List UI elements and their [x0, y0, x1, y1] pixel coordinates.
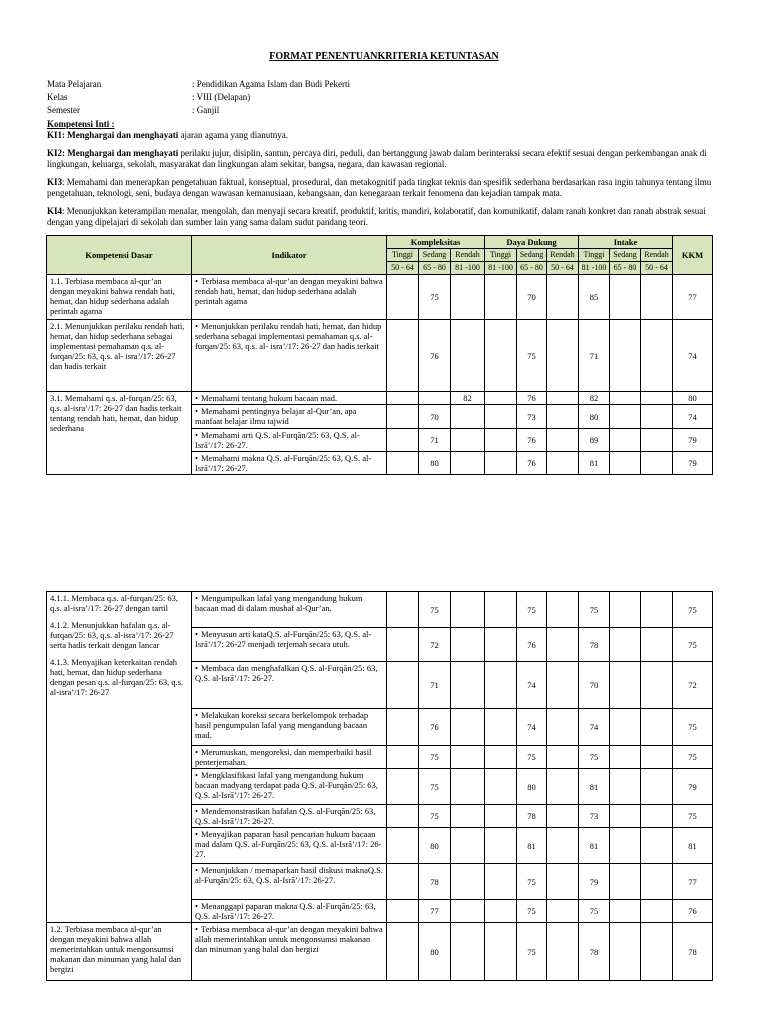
- score-cell: [419, 392, 451, 405]
- score-cell: [451, 709, 485, 746]
- score-cell: [451, 805, 485, 828]
- indikator-cell: [192, 709, 387, 746]
- indikator-cell: [192, 746, 387, 769]
- score-cell: 76: [517, 452, 547, 475]
- table-row: [47, 592, 713, 628]
- kkm-cell: 75: [673, 592, 713, 628]
- score-cell: 75: [517, 592, 547, 628]
- meta-label: Kelas: [47, 92, 68, 102]
- score-cell: [451, 769, 485, 805]
- kompetensi-dasar-text: 2.1. Menunjukkan perilaku rendah hati, hemat, dan hidup sederhana sebagai implementasi pemahaman q.s. al-furqan/25: 63, q.s. al- isra’/17: 26-27 dan hadis terkait: [50, 321, 185, 371]
- score-cell: [387, 864, 419, 900]
- table-row: [47, 392, 713, 405]
- kompetensi-inti-heading: Kompetensi Inti :: [47, 119, 115, 129]
- header-kompetensi-dasar: Kompetensi Dasar: [47, 236, 192, 275]
- score-cell: 75: [579, 592, 610, 628]
- score-cell: [451, 592, 485, 628]
- score-cell: 76: [419, 320, 451, 392]
- score-cell: [387, 452, 419, 475]
- score-cell: [485, 769, 517, 805]
- indikator-text: • Mengumpulkan lafal yang mengandung hukum bacaan mad di dalam mushaf al-Qur’an.: [195, 593, 362, 613]
- indikator-cell: [192, 429, 387, 452]
- indikator-text: • Mendemonstrasikan hafalan Q.S. al-Furqān/25: 63, Q.S. al-Isrā’/17: 26-27.: [195, 806, 375, 826]
- score-cell: 78: [419, 864, 451, 900]
- kkm-cell: 81: [673, 828, 713, 864]
- header-indikator: Indikator: [192, 236, 387, 275]
- page-title: FORMAT PENENTUANKRITERIA KETUNTASAN: [269, 51, 499, 62]
- meta-row-subject: [47, 78, 350, 91]
- kkm-cell: 74: [673, 405, 713, 429]
- score-cell: [641, 769, 673, 805]
- meta-row-semester: [47, 104, 350, 117]
- header-range: 65 - 80: [610, 262, 641, 275]
- score-cell: [485, 828, 517, 864]
- kompetensi-dasar-cell: [47, 320, 192, 392]
- score-cell: [547, 275, 579, 320]
- score-cell: [387, 392, 419, 405]
- score-cell: [451, 628, 485, 662]
- score-cell: [485, 429, 517, 452]
- score-cell: [641, 429, 673, 452]
- kkm-cell: 75: [673, 805, 713, 828]
- indikator-text: • Menyusun arti kataQ.S. al-Furqān/25: 63, Q.S. al-Isrā’/17: 26-27 menjadi terjemah secara utuh.: [195, 629, 371, 649]
- score-cell: 80: [419, 828, 451, 864]
- score-cell: [641, 746, 673, 769]
- score-cell: 81: [579, 769, 610, 805]
- indikator-cell: [192, 452, 387, 475]
- score-cell: 81: [517, 828, 547, 864]
- score-cell: 80: [517, 769, 547, 805]
- score-cell: [387, 828, 419, 864]
- score-cell: 79: [579, 864, 610, 900]
- score-cell: [610, 392, 641, 405]
- kkm-cell: 79: [673, 769, 713, 805]
- score-cell: 76: [419, 709, 451, 746]
- header-range: 50 - 64: [641, 262, 673, 275]
- kkm-table-1: [46, 235, 713, 475]
- header-level: Tinggi: [579, 249, 610, 262]
- indikator-text: • Menunjukkan perilaku rendah hati, hemat, dan hidup sederhana sebagai implementasi pemahaman q.s. al-furqan/25: 63, q.s. al- isra’/17: 26-27 dan hadis terkait: [195, 321, 381, 351]
- score-cell: 80: [579, 405, 610, 429]
- indikator-cell: [192, 592, 387, 628]
- score-cell: [547, 864, 579, 900]
- indikator-text: • Membaca dan menghafalkan Q.S. al-Furqān/25: 63, Q.S. al-Isrā’/17: 26-27.: [195, 663, 378, 683]
- score-cell: 71: [579, 320, 610, 392]
- score-cell: [641, 864, 673, 900]
- meta-label: Mata Pelajaran: [47, 79, 102, 89]
- kompetensi-dasar-text: 1.1. Terbiasa membaca al-qur’an dengan meyakini bahwa rendah hati, hemat, dan hidup sederhana adalah perintah agama: [50, 276, 175, 316]
- score-cell: [485, 592, 517, 628]
- score-cell: [387, 769, 419, 805]
- table-row: [47, 320, 713, 392]
- meta-row-class: [47, 91, 350, 104]
- score-cell: [610, 709, 641, 746]
- score-cell: [485, 805, 517, 828]
- ki-bold: : Menghargai dan menghayati: [62, 148, 179, 158]
- score-cell: [610, 405, 641, 429]
- indikator-cell: [192, 923, 387, 981]
- score-cell: [610, 429, 641, 452]
- indikator-text: • Memahami tentang hukum bacaan mad.: [195, 393, 337, 403]
- score-cell: [547, 828, 579, 864]
- indikator-text: • Terbiasa membaca al-qur’an dengan meyakini bahwa rendah hati, hemat, dan hidup sederhana adalah perintah agama: [195, 276, 383, 306]
- score-cell: [610, 275, 641, 320]
- score-cell: [485, 746, 517, 769]
- indikator-cell: [192, 275, 387, 320]
- score-cell: [387, 900, 419, 923]
- score-cell: [485, 900, 517, 923]
- score-cell: 73: [579, 805, 610, 828]
- header-range: 50 - 64: [547, 262, 579, 275]
- indikator-text: • Memahami arti Q.S. al-Furqān/25: 63, Q.S. al-Isrā’/17: 26-27.: [195, 430, 360, 450]
- kkm-cell: 78: [673, 923, 713, 981]
- score-cell: 75: [517, 864, 547, 900]
- ki4-paragraph: [47, 206, 721, 228]
- header-intake: Intake: [579, 236, 673, 249]
- ki-text: perilaku jujur, disiplin, santun, percaya diri, peduli, dan bertanggung jawab dalam berinteraksi secara efektif sesuai dengan perkembangan anak di lingkungan, keluarga, sekolah, masyarakat dan lingkungan alam sekitar, bangsa, negara, dan kawasan regional.: [47, 148, 707, 169]
- indikator-text: • Merumuskan, mengoreksi, dan memperbaiki hasil penterjemahan.: [195, 747, 371, 767]
- score-cell: [610, 452, 641, 475]
- score-cell: [387, 275, 419, 320]
- header-kkm: KKM: [673, 236, 713, 275]
- score-cell: [485, 392, 517, 405]
- score-cell: 85: [579, 275, 610, 320]
- score-cell: [547, 452, 579, 475]
- score-cell: [485, 662, 517, 709]
- score-cell: 74: [517, 709, 547, 746]
- score-cell: [547, 320, 579, 392]
- score-cell: [610, 900, 641, 923]
- score-cell: [387, 628, 419, 662]
- indikator-text: • Menunjukkan / memaparkan hasil diskusi maknaQ.S. al-Furqān/25: 63, Q.S. al-Isrā’/17: 26-27.: [195, 865, 383, 885]
- header-level: Sedang: [610, 249, 641, 262]
- kkm-cell: 74: [673, 320, 713, 392]
- header-level: Sedang: [517, 249, 547, 262]
- score-cell: [547, 709, 579, 746]
- score-cell: [387, 592, 419, 628]
- score-cell: [387, 709, 419, 746]
- meta-value: : Pendidikan Agama Islam dan Budi Pekerti: [192, 79, 350, 89]
- score-cell: [610, 828, 641, 864]
- ki-bold: : Menghargai dan menghayati: [62, 130, 179, 140]
- score-cell: [451, 320, 485, 392]
- score-cell: [451, 923, 485, 981]
- score-cell: [610, 923, 641, 981]
- indikator-cell: [192, 900, 387, 923]
- header-level: Rendah: [451, 249, 485, 262]
- header-range: 81 -100: [485, 262, 517, 275]
- ki-code: KI3: [47, 177, 63, 187]
- indikator-cell: [192, 662, 387, 709]
- score-cell: [641, 662, 673, 709]
- score-cell: 72: [419, 628, 451, 662]
- indikator-text: • Terbiasa membaca al-qur’an dengan meyakini bahwa allah memerintahkan untuk mengonsumsi makanan dan minuman yang halal dan bergizi: [195, 924, 383, 954]
- score-cell: [547, 592, 579, 628]
- score-cell: 75: [419, 769, 451, 805]
- header-daya-dukung: Daya Dukung: [485, 236, 579, 249]
- score-cell: 80: [419, 923, 451, 981]
- score-cell: 75: [517, 923, 547, 981]
- meta-value: : Ganjil: [192, 105, 220, 115]
- ki-code: KI1: [47, 130, 63, 140]
- score-cell: 75: [517, 320, 547, 392]
- score-cell: [641, 392, 673, 405]
- score-cell: [485, 452, 517, 475]
- score-cell: 75: [517, 746, 547, 769]
- score-cell: 74: [579, 709, 610, 746]
- indikator-text: • Menanggapi paparan makna Q.S. al-Furqān/25: 63, Q.S. al-Isrā’/17: 26-27.: [195, 901, 376, 921]
- score-cell: 75: [419, 592, 451, 628]
- score-cell: 75: [419, 746, 451, 769]
- score-cell: [547, 628, 579, 662]
- indikator-cell: [192, 392, 387, 405]
- score-cell: [547, 662, 579, 709]
- indikator-text: • Melakukan koreksi secara berkelompok terhadap hasil pengumpulan lafal yang mengandung bacaan mad.: [195, 710, 368, 740]
- indikator-cell: [192, 828, 387, 864]
- indikator-text: • Menyajikan paparan hasil pencarian hukum bacaan mad dalam Q.S. al-Furqān/25: 63, Q.S. al-Isrā’/17: 26-27.: [195, 829, 382, 859]
- kkm-cell: 79: [673, 429, 713, 452]
- score-cell: 80: [419, 452, 451, 475]
- kompetensi-dasar-text: 1.2. Terbiasa membaca al-qur’an dengan meyakini bahwa allah memerintahkan untuk mengonsumsi makanan dan minuman yang halal dan bergizi: [50, 924, 181, 974]
- header-range: 81 -100: [451, 262, 485, 275]
- score-cell: [485, 275, 517, 320]
- score-cell: 75: [419, 805, 451, 828]
- ki-code: KI4: [47, 206, 63, 216]
- score-cell: [387, 320, 419, 392]
- score-cell: [451, 405, 485, 429]
- score-cell: [547, 429, 579, 452]
- header-level: Rendah: [547, 249, 579, 262]
- score-cell: 73: [517, 405, 547, 429]
- score-cell: [547, 900, 579, 923]
- kompetensi-dasar-cell: [47, 392, 192, 475]
- table-2-body: [47, 592, 713, 981]
- score-cell: 71: [419, 429, 451, 452]
- ki2-paragraph: [47, 148, 721, 170]
- score-cell: [451, 452, 485, 475]
- score-cell: [610, 769, 641, 805]
- ki-text: : Menunjukkan keterampilan menalar, mengolah, dan menyaji secara kreatif, produktif, kritis, mandiri, kolaboratif, dan komunikatif, dalam ranah konkret dan ranah abstrak sesuai dengan yang dipelajari di sekolah dan sumber lain yang sama dalam sudut pandang teori.: [47, 206, 706, 227]
- kompetensi-dasar-text: 3.1. Memahami q.s. al-furqan/25: 63, q.s. al-isra’/17: 26-27 dan hadis terkait tentang rendah hati, hemat, dan hidup sederhana: [50, 393, 182, 433]
- score-cell: 81: [579, 828, 610, 864]
- indikator-cell: [192, 864, 387, 900]
- score-cell: [387, 405, 419, 429]
- score-cell: [641, 709, 673, 746]
- score-cell: [641, 452, 673, 475]
- score-cell: 89: [579, 429, 610, 452]
- meta-block: [47, 78, 350, 117]
- kkm-cell: 75: [673, 628, 713, 662]
- kkm-cell: 77: [673, 275, 713, 320]
- header-range: 81 -100: [579, 262, 610, 275]
- score-cell: 76: [517, 628, 547, 662]
- score-cell: [547, 392, 579, 405]
- header-range: 50 - 64: [387, 262, 419, 275]
- header-range: 65 - 80: [517, 262, 547, 275]
- score-cell: [641, 805, 673, 828]
- score-cell: [641, 275, 673, 320]
- score-cell: [485, 405, 517, 429]
- score-cell: [610, 864, 641, 900]
- score-cell: 75: [579, 746, 610, 769]
- score-cell: 70: [579, 662, 610, 709]
- score-cell: [547, 405, 579, 429]
- indikator-cell: [192, 805, 387, 828]
- score-cell: [451, 900, 485, 923]
- header-level: Tinggi: [485, 249, 517, 262]
- ki3-paragraph: [47, 177, 721, 199]
- score-cell: [387, 746, 419, 769]
- kkm-cell: 75: [673, 709, 713, 746]
- score-cell: [451, 275, 485, 320]
- score-cell: 78: [579, 923, 610, 981]
- table-row: [47, 923, 713, 981]
- header-range: 65 - 80: [419, 262, 451, 275]
- score-cell: [387, 923, 419, 981]
- score-cell: [451, 662, 485, 709]
- score-cell: 78: [579, 628, 610, 662]
- kkm-table-2: [46, 591, 713, 981]
- kkm-cell: 75: [673, 746, 713, 769]
- score-cell: [547, 923, 579, 981]
- score-cell: [485, 628, 517, 662]
- indikator-cell: [192, 320, 387, 392]
- score-cell: [610, 320, 641, 392]
- score-cell: [641, 923, 673, 981]
- table-row: [47, 275, 713, 320]
- header-level: Tinggi: [387, 249, 419, 262]
- score-cell: [610, 628, 641, 662]
- score-cell: [485, 864, 517, 900]
- score-cell: [641, 320, 673, 392]
- indikator-cell: [192, 405, 387, 429]
- header-kompleksitas: Kompleksitas: [387, 236, 485, 249]
- score-cell: [387, 662, 419, 709]
- score-cell: [547, 746, 579, 769]
- kompetensi-dasar-text: 4.1.1. Membaca q.s. al-furqan/25: 63, q.s. al-isra’/17: 26-27 dengan tartil: [50, 593, 178, 613]
- score-cell: 75: [579, 900, 610, 923]
- score-cell: 75: [419, 275, 451, 320]
- score-cell: [387, 805, 419, 828]
- score-cell: 70: [517, 275, 547, 320]
- kompetensi-dasar-cell: [47, 275, 192, 320]
- indikator-text: • Memahami makna Q.S. al-Furqān/25: 63, Q.S. al-Isrā’/17: 26-27.: [195, 453, 371, 473]
- score-cell: [610, 592, 641, 628]
- indikator-cell: [192, 769, 387, 805]
- score-cell: [485, 709, 517, 746]
- score-cell: [485, 923, 517, 981]
- kompetensi-inti-block: [47, 119, 721, 228]
- score-cell: [641, 828, 673, 864]
- header-level: Rendah: [641, 249, 673, 262]
- score-cell: [610, 662, 641, 709]
- ki-text: : Memahami dan menerapkan pengetahuan faktual, konseptual, prosedural, dan metakognitif pada tingkat teknis dan spesifik sederhana berdasarkan rasa ingin tahunya tentang ilmu pengetahuan, teknologi, seni, budaya dengan wawasan kemanusiaan, kebangsaan, dan kenegaraan terkait fenomena dan kejadian tampak mata.: [47, 177, 712, 198]
- score-cell: [451, 429, 485, 452]
- score-cell: [547, 769, 579, 805]
- kkm-cell: 76: [673, 900, 713, 923]
- kkm-cell: 77: [673, 864, 713, 900]
- score-cell: 76: [517, 392, 547, 405]
- kkm-cell: 80: [673, 392, 713, 405]
- score-cell: [641, 592, 673, 628]
- table-1-body: [47, 275, 713, 475]
- ki-text: ajaran agama yang dianutnya.: [178, 130, 288, 140]
- score-cell: 70: [419, 405, 451, 429]
- score-cell: [485, 320, 517, 392]
- kkm-cell: 72: [673, 662, 713, 709]
- meta-value: : VIII (Delapan): [192, 92, 251, 102]
- score-cell: [451, 828, 485, 864]
- score-cell: [641, 405, 673, 429]
- indikator-text: • Memahami pentingnya belajar al-Qur’an, apa manfaat belajar ilmu tajwid: [195, 406, 356, 426]
- score-cell: 78: [517, 805, 547, 828]
- indikator-cell: [192, 628, 387, 662]
- score-cell: 75: [517, 900, 547, 923]
- score-cell: 81: [579, 452, 610, 475]
- ki1-paragraph: [47, 130, 721, 141]
- score-cell: [641, 900, 673, 923]
- score-cell: 74: [517, 662, 547, 709]
- score-cell: 77: [419, 900, 451, 923]
- meta-label: Semester: [47, 105, 80, 115]
- indikator-text: • Mengklasifikasi lafal yang mengandung hukum bacaan madyang terdapat pada Q.S. al-Furqān/25: 63, Q.S. al-Isrā’/17: 26-27.: [195, 770, 378, 800]
- score-cell: [610, 746, 641, 769]
- score-cell: [451, 746, 485, 769]
- score-cell: 76: [517, 429, 547, 452]
- score-cell: [451, 864, 485, 900]
- header-level: Sedang: [419, 249, 451, 262]
- kompetensi-dasar-cell: [47, 592, 192, 923]
- score-cell: [641, 628, 673, 662]
- kompetensi-dasar-text: 4.1.3. Menyajikan keterkaitan rendah hati, hemat, dan hidup sederhana dengan pesan q.s. al-furqan/25: 63, q.s. al-isra’/17: 26-27: [50, 657, 184, 697]
- score-cell: [387, 429, 419, 452]
- kompetensi-dasar-text: 4.1.2. Menunjukkan hafalan q.s. al-furqan/25: 63, q.s. al-isra’/17: 26-27 serta hadis terkait dengan lancar: [50, 620, 174, 650]
- kompetensi-dasar-cell: [47, 923, 192, 981]
- score-cell: [610, 805, 641, 828]
- kkm-cell: 79: [673, 452, 713, 475]
- ki-code: KI2: [47, 148, 63, 158]
- score-cell: [547, 805, 579, 828]
- score-cell: 71: [419, 662, 451, 709]
- score-cell: 82: [579, 392, 610, 405]
- score-cell: 82: [451, 392, 485, 405]
